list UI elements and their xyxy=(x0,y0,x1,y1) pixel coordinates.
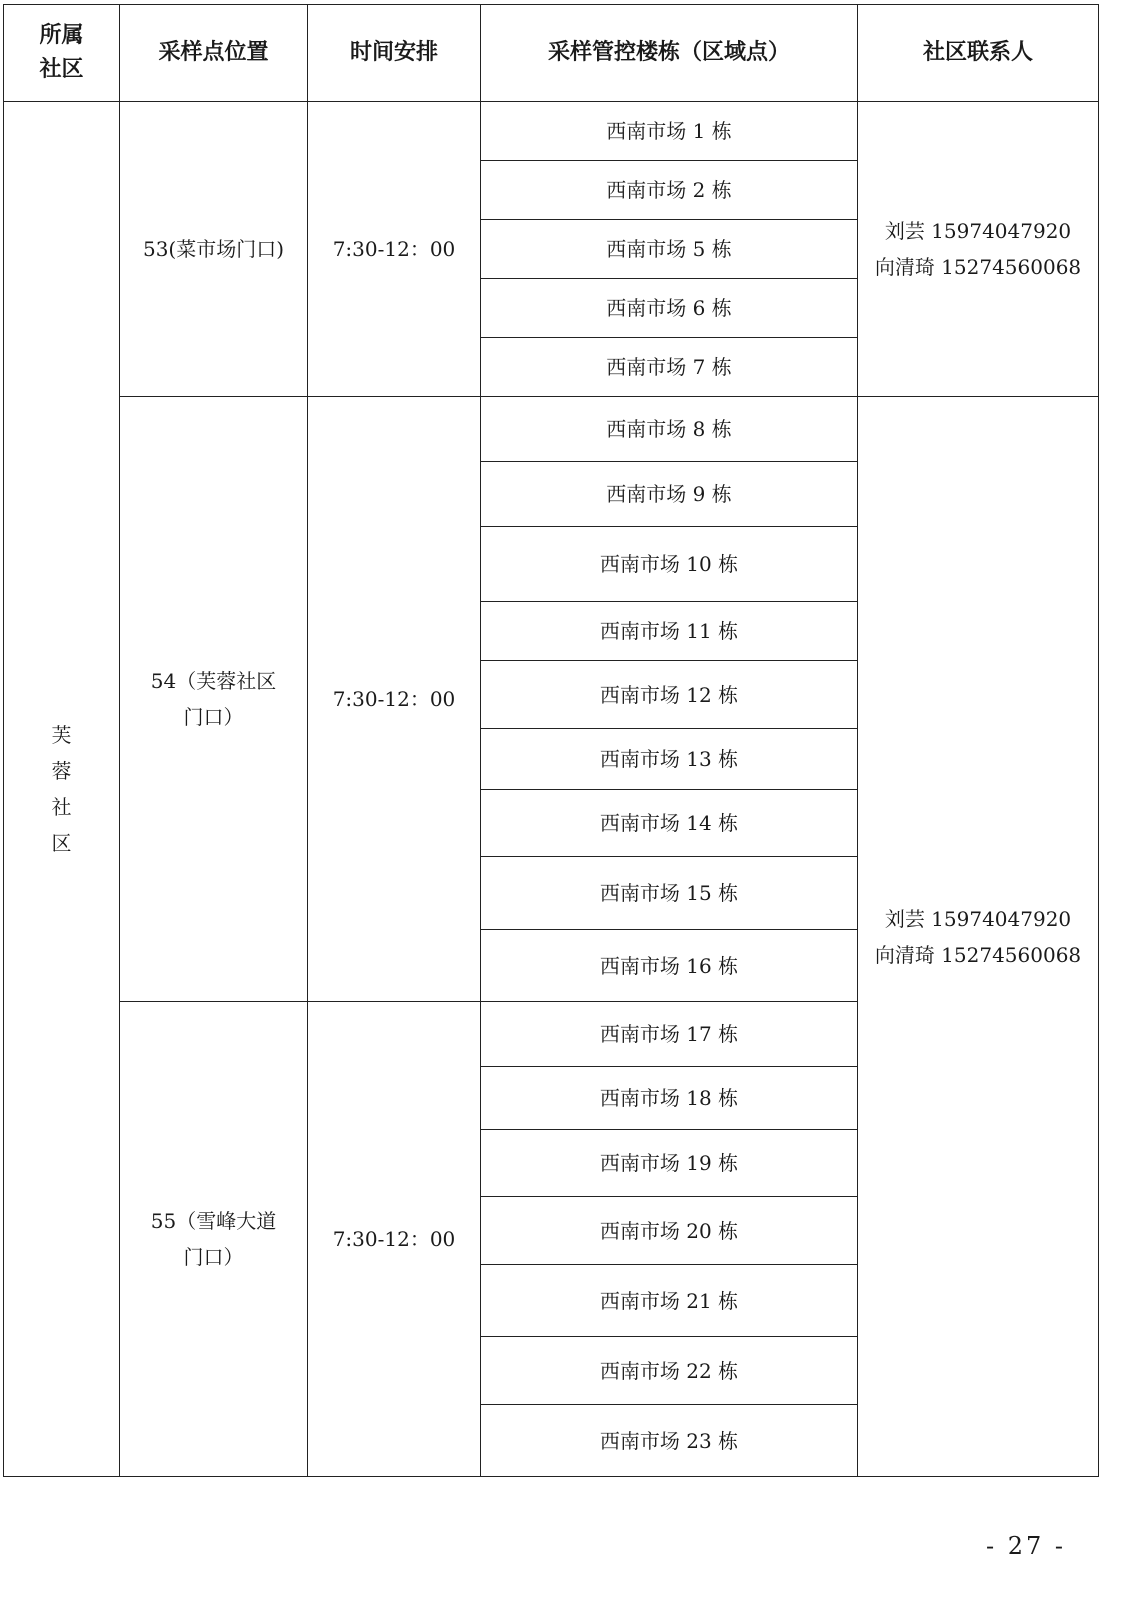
community-char: 芙 xyxy=(51,723,72,747)
community-char: 社 xyxy=(51,795,72,819)
building-cell: 西南市场 14 栋 xyxy=(481,790,858,857)
header-community xyxy=(4,5,120,102)
header-time: 时间安排 xyxy=(308,5,481,102)
building-cell: 西南市场 11 栋 xyxy=(481,602,858,661)
building-cell: 西南市场 17 栋 xyxy=(481,1002,858,1067)
contact-line: 向清琦 15274560068 xyxy=(874,942,1082,967)
site-location xyxy=(120,397,308,1002)
community-cell xyxy=(4,102,120,1477)
building-cell: 西南市场 15 栋 xyxy=(481,857,858,930)
site-time: 7:30-12：00 xyxy=(308,397,481,1002)
building-cell: 西南市场 5 栋 xyxy=(481,220,858,279)
building-cell: 西南市场 23 栋 xyxy=(481,1405,858,1477)
contact-cell xyxy=(858,102,1099,397)
contact-line: 向清琦 15274560068 xyxy=(874,255,1082,279)
building-cell: 西南市场 1 栋 xyxy=(481,102,858,161)
header-contact: 社区联系人 xyxy=(858,5,1099,102)
header-community-line1: 所属 xyxy=(39,23,84,48)
building-cell: 西南市场 8 栋 xyxy=(481,397,858,462)
page-number: - 27 - xyxy=(985,1532,1066,1560)
building-cell: 西南市场 18 栋 xyxy=(481,1067,858,1130)
site-location-line1: 55（雪峰大道 xyxy=(150,1209,277,1233)
building-cell: 西南市场 2 栋 xyxy=(481,161,858,220)
contact-line: 刘芸 15974047920 xyxy=(884,906,1072,931)
building-cell: 西南市场 10 栋 xyxy=(481,527,858,602)
community-char: 区 xyxy=(51,831,72,855)
building-cell: 西南市场 9 栋 xyxy=(481,462,858,527)
building-cell: 西南市场 20 栋 xyxy=(481,1197,858,1265)
sampling-schedule-table xyxy=(3,4,1099,1477)
building-cell: 西南市场 13 栋 xyxy=(481,729,858,790)
table-row xyxy=(4,102,1099,161)
contact-line: 刘芸 15974047920 xyxy=(884,219,1072,243)
contact-cell xyxy=(858,397,1099,1477)
header-row xyxy=(4,5,1099,102)
header-community-line2: 社区 xyxy=(39,57,84,82)
site-time: 7:30-12：00 xyxy=(308,1002,481,1477)
building-cell: 西南市场 22 栋 xyxy=(481,1337,858,1405)
building-cell: 西南市场 21 栋 xyxy=(481,1265,858,1337)
site-time: 7:30-12：00 xyxy=(308,102,481,397)
building-cell: 西南市场 12 栋 xyxy=(481,661,858,729)
building-cell: 西南市场 6 栋 xyxy=(481,279,858,338)
community-char: 蓉 xyxy=(51,759,72,783)
site-location xyxy=(120,1002,308,1477)
header-location: 采样点位置 xyxy=(120,5,308,102)
building-cell: 西南市场 16 栋 xyxy=(481,930,858,1002)
header-buildings: 采样管控楼栋（区域点） xyxy=(481,5,858,102)
site-location-line2: 门口） xyxy=(183,1245,244,1269)
building-cell: 西南市场 7 栋 xyxy=(481,338,858,397)
site-location-line2: 门口） xyxy=(183,705,244,729)
site-location-line1: 54（芙蓉社区 xyxy=(150,669,277,693)
table-row xyxy=(4,397,1099,462)
site-location: 53(菜市场门口) xyxy=(120,102,308,397)
building-cell: 西南市场 19 栋 xyxy=(481,1130,858,1197)
